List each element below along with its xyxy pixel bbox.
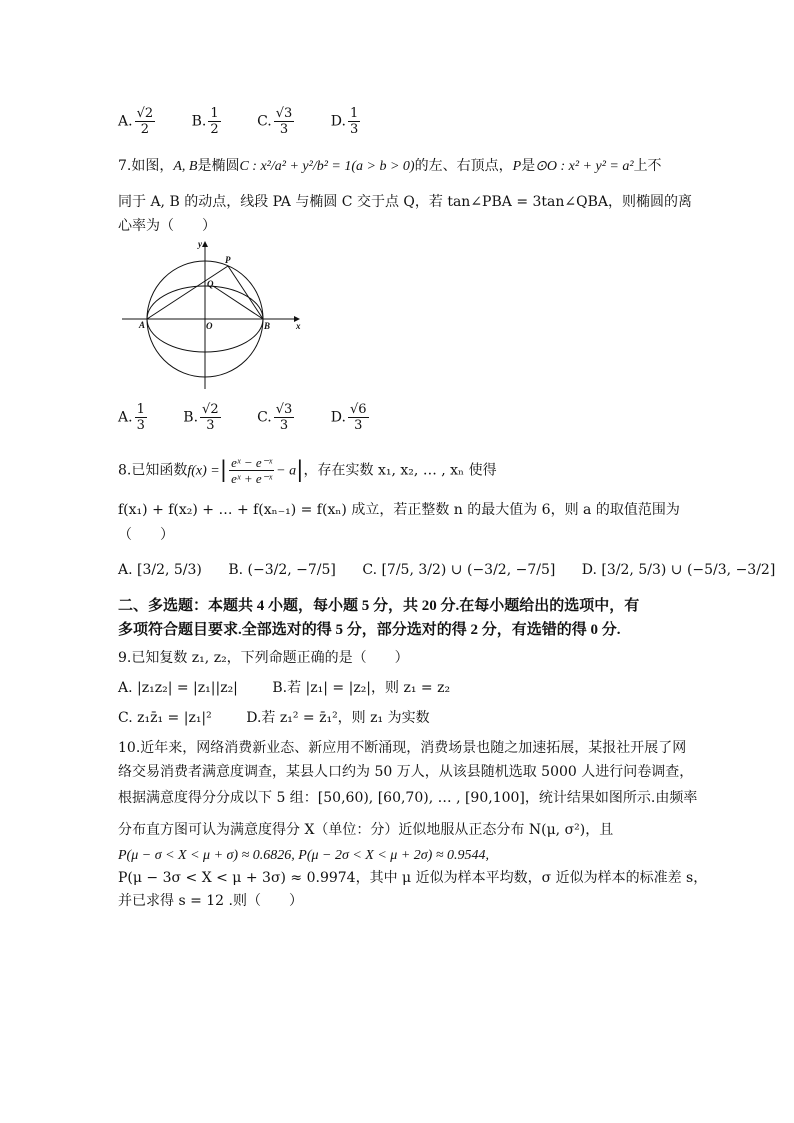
label-b: B (264, 321, 271, 331)
y-arrow-icon (202, 241, 208, 247)
q7-option-b: B. $\frac{√2}{3}$ (183, 402, 219, 433)
segment-pb (228, 266, 263, 319)
q8-option-b: B. (−3/2, −7/5] (228, 562, 336, 578)
q6-option-c: C. $\frac{√3}{3}$ (257, 106, 293, 137)
q9-option-d: D.若 z₁² = z̄₁²，则 z₁ 为实数 (246, 710, 430, 726)
section-2-heading-line-2: 多项符合题目要求.全部选对的得 5 分，部分选对的得 2 分，有选错的得 0 分. (118, 622, 621, 638)
q9-option-c: C. z₁z̄₁ = |z₁|² (118, 710, 212, 726)
q7-line-2: 同于 A, B 的动点，线段 PA 与椭圆 C 交于点 Q，若 tan∠PBA = 3tan∠QBA，则椭圆的离 (118, 194, 693, 210)
q8-line-2: f(x₁) + f(x₂) + … + f(xₙ₋₁) = f(xₙ) 成立，若正整数 n 的最大值为 6，则 a 的取值范围为 (118, 502, 680, 518)
q8-line-3: （ ） (118, 527, 174, 543)
q7-line-3: 心率为（ ） (118, 218, 216, 234)
q7-ellipse-figure (118, 237, 308, 392)
label-p: P (225, 255, 231, 265)
section-2-heading-line-1: 二、多选题：本题共 4 小题，每小题 5 分，共 20 分.在每小题给出的选项中，有 (118, 598, 640, 614)
q9-option-b: B.若 |z₁| = |z₂|，则 z₁ = z₂ (272, 680, 451, 696)
q9-options-ab (118, 678, 480, 698)
label-a: A (139, 320, 146, 330)
q8-option-a: A. [3/2, 5/3) (118, 562, 202, 578)
label-q: Q (207, 279, 214, 289)
q10-line-5: P(μ − σ < X < μ + σ) ≈ 0.6826, P(μ − 2σ < X < μ + 2σ) ≈ 0.9544, (118, 848, 490, 863)
q7-option-c: C. $\frac{√3}{3}$ (257, 402, 293, 433)
q7-option-a: A. $\frac{1}{3}$ (118, 402, 145, 433)
q9-option-a: A. |z₁z₂| = |z₁||z₂| (118, 680, 238, 696)
q10-line-6: P(μ − 3σ < X < μ + 3σ) ≈ 0.9974，其中 μ 近似为样本平均数，σ 近似为样本的标准差 s， (118, 870, 708, 886)
q8-options (118, 560, 775, 580)
q6-option-d: D. $\frac{1}{3}$ (330, 106, 359, 137)
q7-options (118, 402, 401, 433)
q6-option-b: B. $\frac{1}{2}$ (191, 106, 219, 137)
q8-line-1: 8.已知函数f(x) =| $\frac{\text{eˣ − e⁻ˣ}}{\text{eˣ + e⁻ˣ}}$ − a|，存在实数 x₁, x₂, … , xₙ 使得 (118, 455, 497, 486)
label-x: x (296, 321, 301, 331)
q8-option-c: C. [7/5, 3/2) ∪ (−3/2, −7/5] (362, 562, 556, 578)
q7-option-d: D. $\frac{√6}{3}$ (330, 402, 367, 433)
q10-line-3: 根据满意度得分分成以下 5 组：[50,60), [60,70), … , [90,100]，统计结果如图所示.由频率 (118, 790, 698, 806)
segment-pa (147, 266, 228, 319)
q7-line-1: 7.如图，A, B是椭圆C : x²/a² + y²/b² = 1(a > b > 0)的左、右顶点，P是⊙O : x² + y² = a²上不 (118, 158, 662, 174)
q6-option-a: A. $\frac{√2}{2}$ (118, 106, 154, 137)
label-o: O (206, 321, 213, 331)
q10-line-4: 分布直方图可认为满意度得分 X（单位：分）近似地服从正态分布 N(μ, σ²)，且 (118, 822, 614, 838)
q8-option-d: D. [3/2, 5/3) ∪ (−5/3, −3/2] (581, 562, 776, 578)
q6-options (118, 106, 392, 137)
label-y: y (198, 239, 202, 249)
q9-stem: 9.已知复数 z₁, z₂，下列命题正确的是（ ） (118, 650, 409, 666)
q10-line-1: 10.近年来，网络消费新业态、新应用不断涌现，消费场景也随之加速拓展，某报社开展了网 (118, 740, 687, 756)
q9-options-cd (118, 708, 460, 728)
q10-line-7: 并已求得 s = 12 .则（ ） (118, 893, 303, 909)
q10-line-2: 络交易消费者满意度调查，某县人口约为 50 万人，从该县随机选取 5000 人进行问卷调查， (118, 764, 694, 780)
